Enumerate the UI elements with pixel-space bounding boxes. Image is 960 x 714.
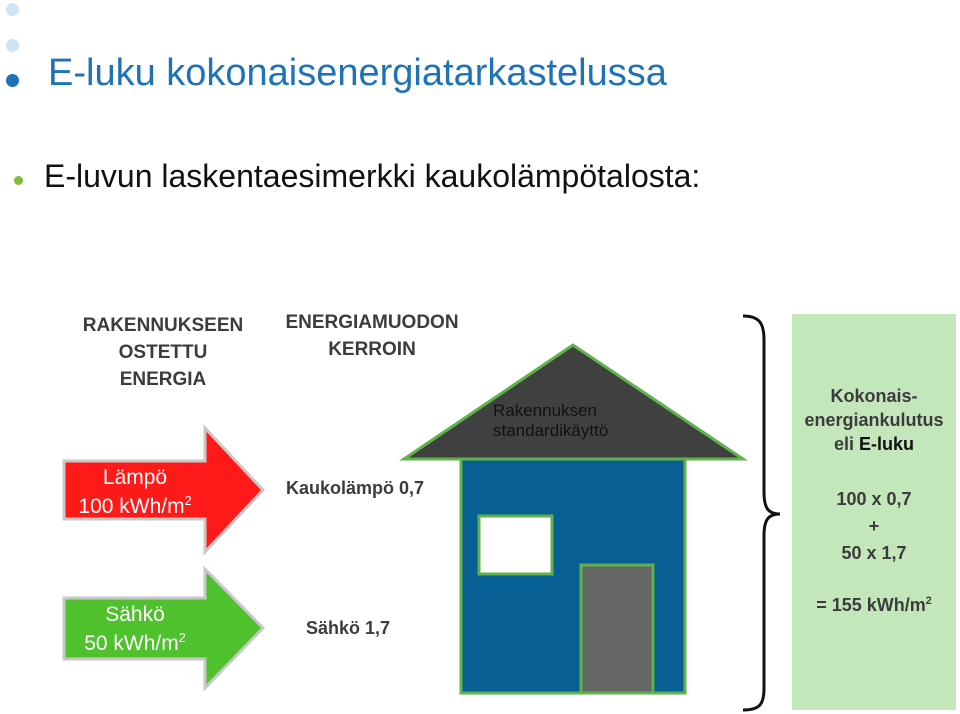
heat-arrow-exponent: 2 bbox=[184, 494, 192, 508]
result-title bbox=[792, 384, 956, 456]
result-eli: eli bbox=[833, 434, 859, 454]
result-calc-line-2: + bbox=[868, 516, 880, 536]
header-purchased-line-1: RAKENNUKSEEN bbox=[82, 315, 244, 336]
result-calculation bbox=[792, 486, 956, 567]
result-total-value: = 155 kWh/m bbox=[816, 595, 926, 615]
house-window bbox=[479, 516, 552, 574]
slide-title: E-luku kokonaisenergiatarkastelussa bbox=[48, 52, 667, 94]
house-label bbox=[493, 401, 608, 441]
curly-brace bbox=[743, 316, 780, 710]
result-title-line-2: energiankulutus bbox=[804, 410, 944, 430]
bullet-text: E-luvun laskentaesimerkki kaukolämpötalosta: bbox=[44, 158, 701, 194]
electricity-arrow-label bbox=[70, 600, 200, 658]
electricity-arrow-amount: 50 kWh/m bbox=[84, 632, 179, 655]
header-purchased-line-3: ENERGIA bbox=[119, 369, 207, 390]
header-purchased-line-2: OSTETTU bbox=[118, 342, 208, 363]
electricity-factor-label: Sähkö 1,7 bbox=[306, 618, 391, 638]
electricity-arrow-value bbox=[70, 629, 200, 658]
header-factor-line-2: KERROIN bbox=[328, 339, 416, 360]
heat-arrow-value bbox=[70, 492, 200, 521]
electricity-arrow-title: Sähkö bbox=[105, 603, 165, 626]
result-calc-line-3: 50 x 1,7 bbox=[841, 543, 907, 563]
heat-factor-label: Kaukolämpö 0,7 bbox=[286, 478, 425, 498]
result-calc-line-1: 100 x 0,7 bbox=[836, 489, 912, 509]
result-title-line-1: Kokonais- bbox=[830, 386, 918, 406]
heat-arrow-amount: 100 kWh/m bbox=[78, 495, 185, 518]
heat-arrow-title: Lämpö bbox=[102, 466, 168, 489]
header-factor-line-1: ENERGIAMUODON bbox=[285, 312, 459, 333]
house-label-line-2: standardikäyttö bbox=[493, 421, 609, 440]
electricity-arrow-exponent: 2 bbox=[178, 631, 186, 645]
result-total bbox=[792, 593, 956, 617]
result-title-line-3 bbox=[792, 432, 956, 456]
house-label-line-1: Rakennuksen bbox=[493, 401, 597, 420]
result-total-exponent: 2 bbox=[925, 595, 932, 607]
result-eluku: E-luku bbox=[859, 434, 915, 454]
house-door bbox=[581, 565, 653, 693]
heat-arrow-label bbox=[70, 463, 200, 521]
